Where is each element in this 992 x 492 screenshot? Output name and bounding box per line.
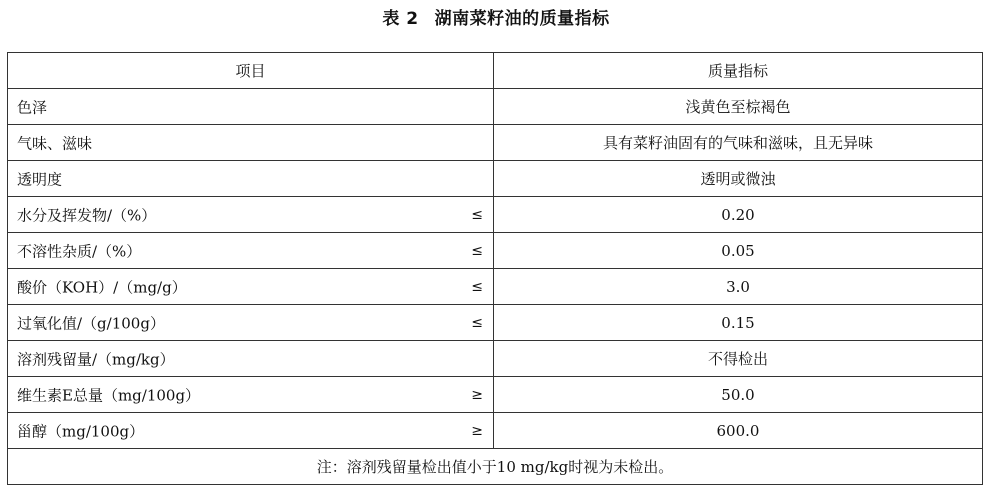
table-header-row	[8, 53, 983, 89]
item-value: 600.0	[494, 413, 983, 449]
item-operator: ≥	[471, 386, 483, 403]
quality-spec-table	[7, 52, 983, 485]
item-cell	[8, 89, 494, 125]
item-operator: ≤	[471, 242, 483, 259]
item-name: 不溶性杂质/（%）	[17, 242, 142, 260]
table-caption: 湖南菜籽油的质量指标	[434, 9, 610, 29]
item-cell	[8, 125, 494, 161]
item-value: 透明或微浊	[494, 161, 983, 197]
item-value: 50.0	[494, 377, 983, 413]
item-cell	[8, 377, 494, 413]
item-cell	[8, 197, 494, 233]
item-value: 浅黄色至棕褐色	[494, 89, 983, 125]
table-number: 表 2	[382, 9, 419, 29]
item-value: 0.20	[494, 197, 983, 233]
header-item: 项目	[8, 53, 494, 89]
item-operator: ≤	[471, 314, 483, 331]
header-spec: 质量指标	[494, 53, 983, 89]
item-name: 色泽	[17, 98, 48, 116]
item-cell	[8, 305, 494, 341]
table-row	[8, 341, 983, 377]
table-row	[8, 233, 983, 269]
item-name: 过氧化值/（g/100g）	[17, 314, 165, 332]
item-cell	[8, 233, 494, 269]
item-name: 维生素E总量（mg/100g）	[17, 386, 201, 404]
table-row	[8, 377, 983, 413]
item-cell	[8, 341, 494, 377]
item-name: 水分及挥发物/（%）	[17, 206, 157, 224]
table-row	[8, 413, 983, 449]
item-name: 透明度	[17, 170, 63, 188]
table-row	[8, 89, 983, 125]
table-note: 注：溶剂残留量检出值小于10 mg/kg时视为未检出。	[8, 449, 983, 485]
item-name: 气味、滋味	[17, 134, 93, 152]
item-value: 具有菜籽油固有的气味和滋味，且无异味	[494, 125, 983, 161]
table-row	[8, 197, 983, 233]
item-name: 溶剂残留量/（mg/kg）	[17, 350, 175, 368]
table-row	[8, 305, 983, 341]
table-row	[8, 269, 983, 305]
table-row	[8, 161, 983, 197]
table-title	[0, 6, 992, 32]
item-operator: ≥	[471, 422, 483, 439]
table-row	[8, 125, 983, 161]
item-name: 酸价（KOH）/（mg/g）	[17, 278, 187, 296]
item-cell	[8, 269, 494, 305]
table-note-row	[8, 449, 983, 485]
item-value: 不得检出	[494, 341, 983, 377]
item-value: 3.0	[494, 269, 983, 305]
item-value: 0.05	[494, 233, 983, 269]
item-cell	[8, 161, 494, 197]
item-value: 0.15	[494, 305, 983, 341]
item-cell	[8, 413, 494, 449]
item-operator: ≤	[471, 206, 483, 223]
item-name: 甾醇（mg/100g）	[17, 422, 145, 440]
item-operator: ≤	[471, 278, 483, 295]
